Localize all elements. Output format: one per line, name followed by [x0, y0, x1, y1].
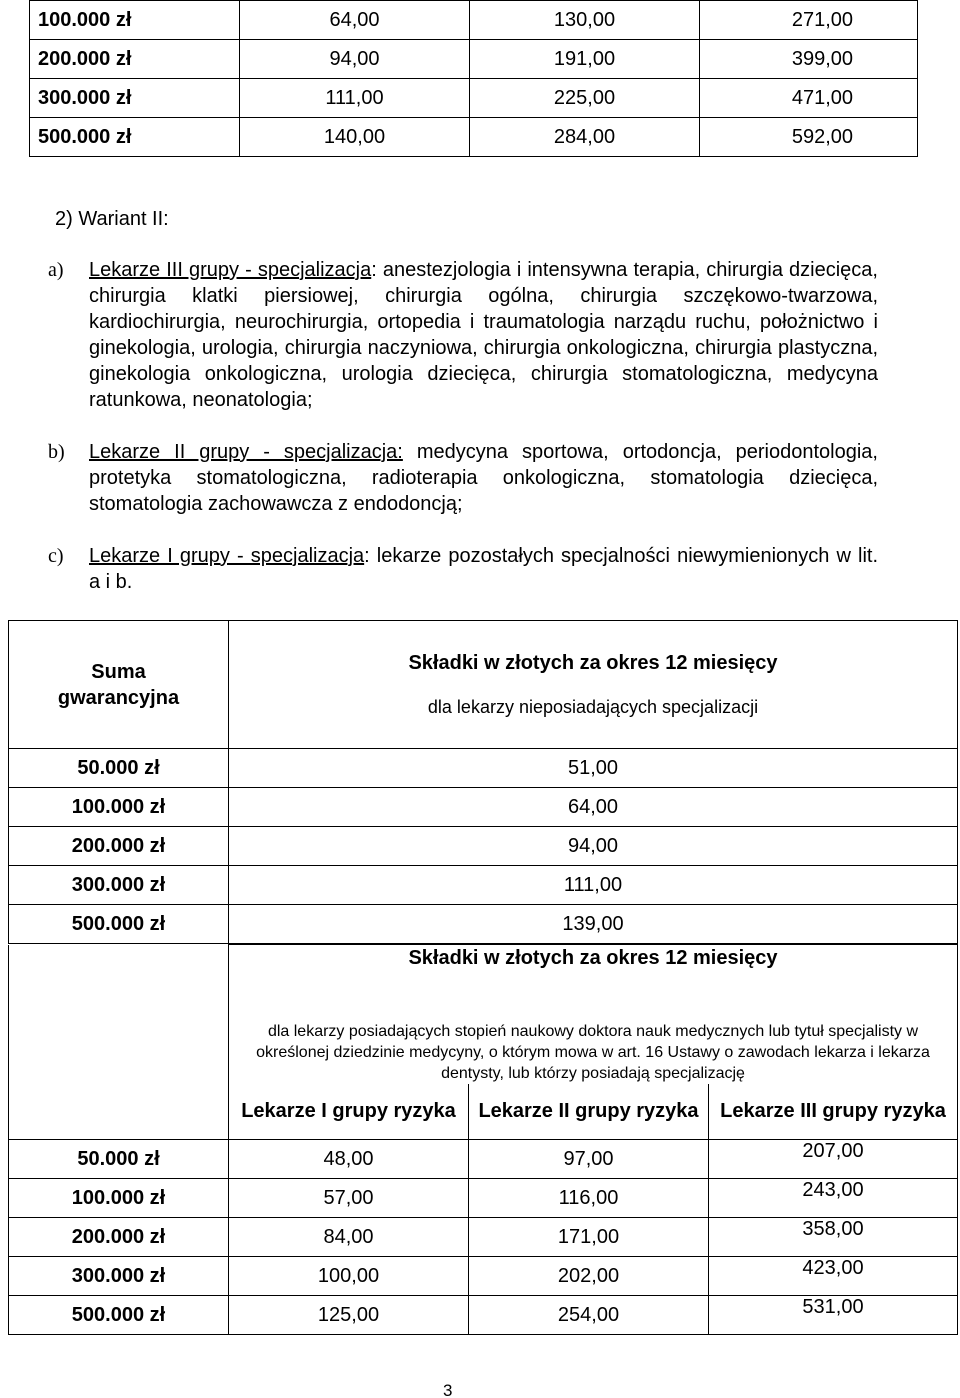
value-cell: 171,00: [469, 1218, 709, 1257]
list-item-body: [89, 439, 878, 517]
sum-cell: 300.000 zł: [30, 79, 240, 118]
value-cell: 111,00: [229, 866, 958, 905]
premium-table-no-specialization: [8, 620, 958, 944]
variant-title: 2) Wariant II:: [55, 208, 169, 230]
sum-cell: 500.000 zł: [30, 118, 240, 157]
value-cell: [709, 1257, 958, 1296]
list-item-a: [48, 257, 878, 413]
table-row: [9, 1296, 958, 1335]
sum-cell: 50.000 zł: [9, 1140, 229, 1179]
value-cell: 140,00: [240, 118, 470, 157]
table-row: [9, 1179, 958, 1218]
sum-cell: 500.000 zł: [9, 905, 229, 944]
value-cell: 592,00: [700, 118, 918, 157]
sum-cell: 200.000 zł: [30, 40, 240, 79]
table-row: [9, 1257, 958, 1296]
value-cell: [709, 1140, 958, 1179]
value-cell: 111,00: [240, 79, 470, 118]
header-blank-cell: [9, 1084, 229, 1140]
value-cell: 94,00: [240, 40, 470, 79]
premium-header-subtitle: dla lekarzy nieposiadających specjalizacji: [427, 696, 759, 717]
sum-cell: 50.000 zł: [9, 749, 229, 788]
value-text: 207,00: [802, 1139, 864, 1162]
value-cell: 399,00: [700, 40, 918, 79]
sum-cell: 100.000 zł: [30, 1, 240, 40]
sum-cell: 200.000 zł: [9, 1218, 229, 1257]
list-marker: b): [48, 441, 65, 463]
value-cell: 57,00: [229, 1179, 469, 1218]
value-cell: 94,00: [229, 827, 958, 866]
sum-cell: 100.000 zł: [9, 788, 229, 827]
table-row: [9, 866, 958, 905]
value-cell: 202,00: [469, 1257, 709, 1296]
premium-table-top: [29, 0, 918, 157]
table-row: [9, 749, 958, 788]
list-marker: a): [48, 259, 64, 281]
value-cell: 130,00: [470, 1, 700, 40]
value-cell: 100,00: [229, 1257, 469, 1296]
value-cell: 191,00: [470, 40, 700, 79]
table-row: [9, 1140, 958, 1179]
value-cell: 125,00: [229, 1296, 469, 1335]
group-label: Lekarze III grupy - specjalizacja: [89, 259, 372, 281]
group-specialties: : lekarze pozostałych specjalności niewymienionych w lit. a i b.: [89, 545, 878, 593]
sum-cell: 200.000 zł: [9, 827, 229, 866]
premium-table-specialization: [8, 944, 958, 1335]
premium-header-title: Składki w złotych za okres 12 miesięcy: [229, 945, 958, 984]
value-cell: [709, 1218, 958, 1257]
header-blank-cell: [9, 984, 229, 1084]
group-specialties: : anestezjologia i intensywna terapia, chirurgia dziecięca, chirurgia klatki piersiowej, chirurgia ogólna, chirurgia szczękowo-twarzowa, kardiochirurgia, neurochirurgia, ortopedia i traumatologia narządu ruchu, położnictwo i ginekologia, urologia, chirurgia naczyniowa, chirurgia onkologiczna, chirurgia plastyczna, ginekologia onkologiczna, urologia dziecięca, chirurgia stomatologiczna, medycyna ratunkowa, neonatologia;: [89, 259, 878, 411]
value-text: 423,00: [802, 1256, 864, 1279]
page-number: 3: [443, 1381, 453, 1398]
table-row: [9, 827, 958, 866]
list-item-body: [89, 543, 878, 595]
table-row: [9, 905, 958, 944]
value-text: 531,00: [802, 1295, 864, 1318]
value-cell: 51,00: [229, 749, 958, 788]
value-cell: 471,00: [700, 79, 918, 118]
sum-cell: 300.000 zł: [9, 1257, 229, 1296]
group-label: Lekarze I grupy - specjalizacja: [89, 545, 365, 567]
table-header-row: [9, 1084, 958, 1140]
table-row: [9, 788, 958, 827]
value-cell: 139,00: [229, 905, 958, 944]
value-cell: 84,00: [229, 1218, 469, 1257]
value-cell: 64,00: [240, 1, 470, 40]
table-header-row: [9, 945, 958, 984]
header-blank-cell: [9, 945, 229, 984]
value-cell: 116,00: [469, 1179, 709, 1218]
list-item-b: [48, 439, 878, 517]
value-cell: [709, 1179, 958, 1218]
list-item-body: [89, 257, 878, 413]
sum-cell: 300.000 zł: [9, 866, 229, 905]
table-header-row: [9, 621, 958, 749]
column-header-premium: [229, 621, 958, 749]
group-specialties: medycyna sportowa, ortodoncja, periodontologia, protetyka stomatologiczna, radioterapia onkologiczna, stomatologia dziecięca, stomatologia zachowawcza z endodoncją;: [89, 441, 878, 515]
value-cell: 48,00: [229, 1140, 469, 1179]
value-cell: 225,00: [470, 79, 700, 118]
value-cell: 284,00: [470, 118, 700, 157]
value-cell: [709, 1296, 958, 1335]
value-cell: 254,00: [469, 1296, 709, 1335]
list-item-c: [48, 543, 878, 595]
premium-header-title: Składki w złotych za okres 12 miesięcy: [408, 651, 778, 674]
value-text: 358,00: [802, 1217, 864, 1240]
value-cell: 271,00: [700, 1, 918, 40]
sum-cell: 100.000 zł: [9, 1179, 229, 1218]
table-row: [30, 1, 918, 40]
sum-cell: 500.000 zł: [9, 1296, 229, 1335]
table-row: [30, 79, 918, 118]
column-header-group-2: Lekarze II grupy ryzyka: [469, 1084, 709, 1140]
table-row: [30, 40, 918, 79]
table-header-row: [9, 984, 958, 1084]
column-header-group-3: Lekarze III grupy ryzyka: [709, 1084, 958, 1140]
value-text: 243,00: [802, 1178, 864, 1201]
group-label: Lekarze II grupy - specjalizacja:: [89, 441, 403, 463]
premium-header-description: dla lekarzy posiadających stopień naukowy doktora nauk medycznych lub tytuł specjalisty w określonej dziedzinie medycyny, o którym mowa w art. 16 Ustawy o zawodach lekarza i lekarza dentysty, lub którzy posiadają specjalizację: [229, 984, 958, 1084]
table-row: [9, 1218, 958, 1257]
column-header-group-1: Lekarze I grupy ryzyka: [229, 1084, 469, 1140]
list-marker: c): [48, 545, 64, 567]
value-cell: 97,00: [469, 1140, 709, 1179]
value-cell: 64,00: [229, 788, 958, 827]
column-header-sum: Suma gwarancyjna: [9, 621, 229, 749]
table-row: [30, 118, 918, 157]
